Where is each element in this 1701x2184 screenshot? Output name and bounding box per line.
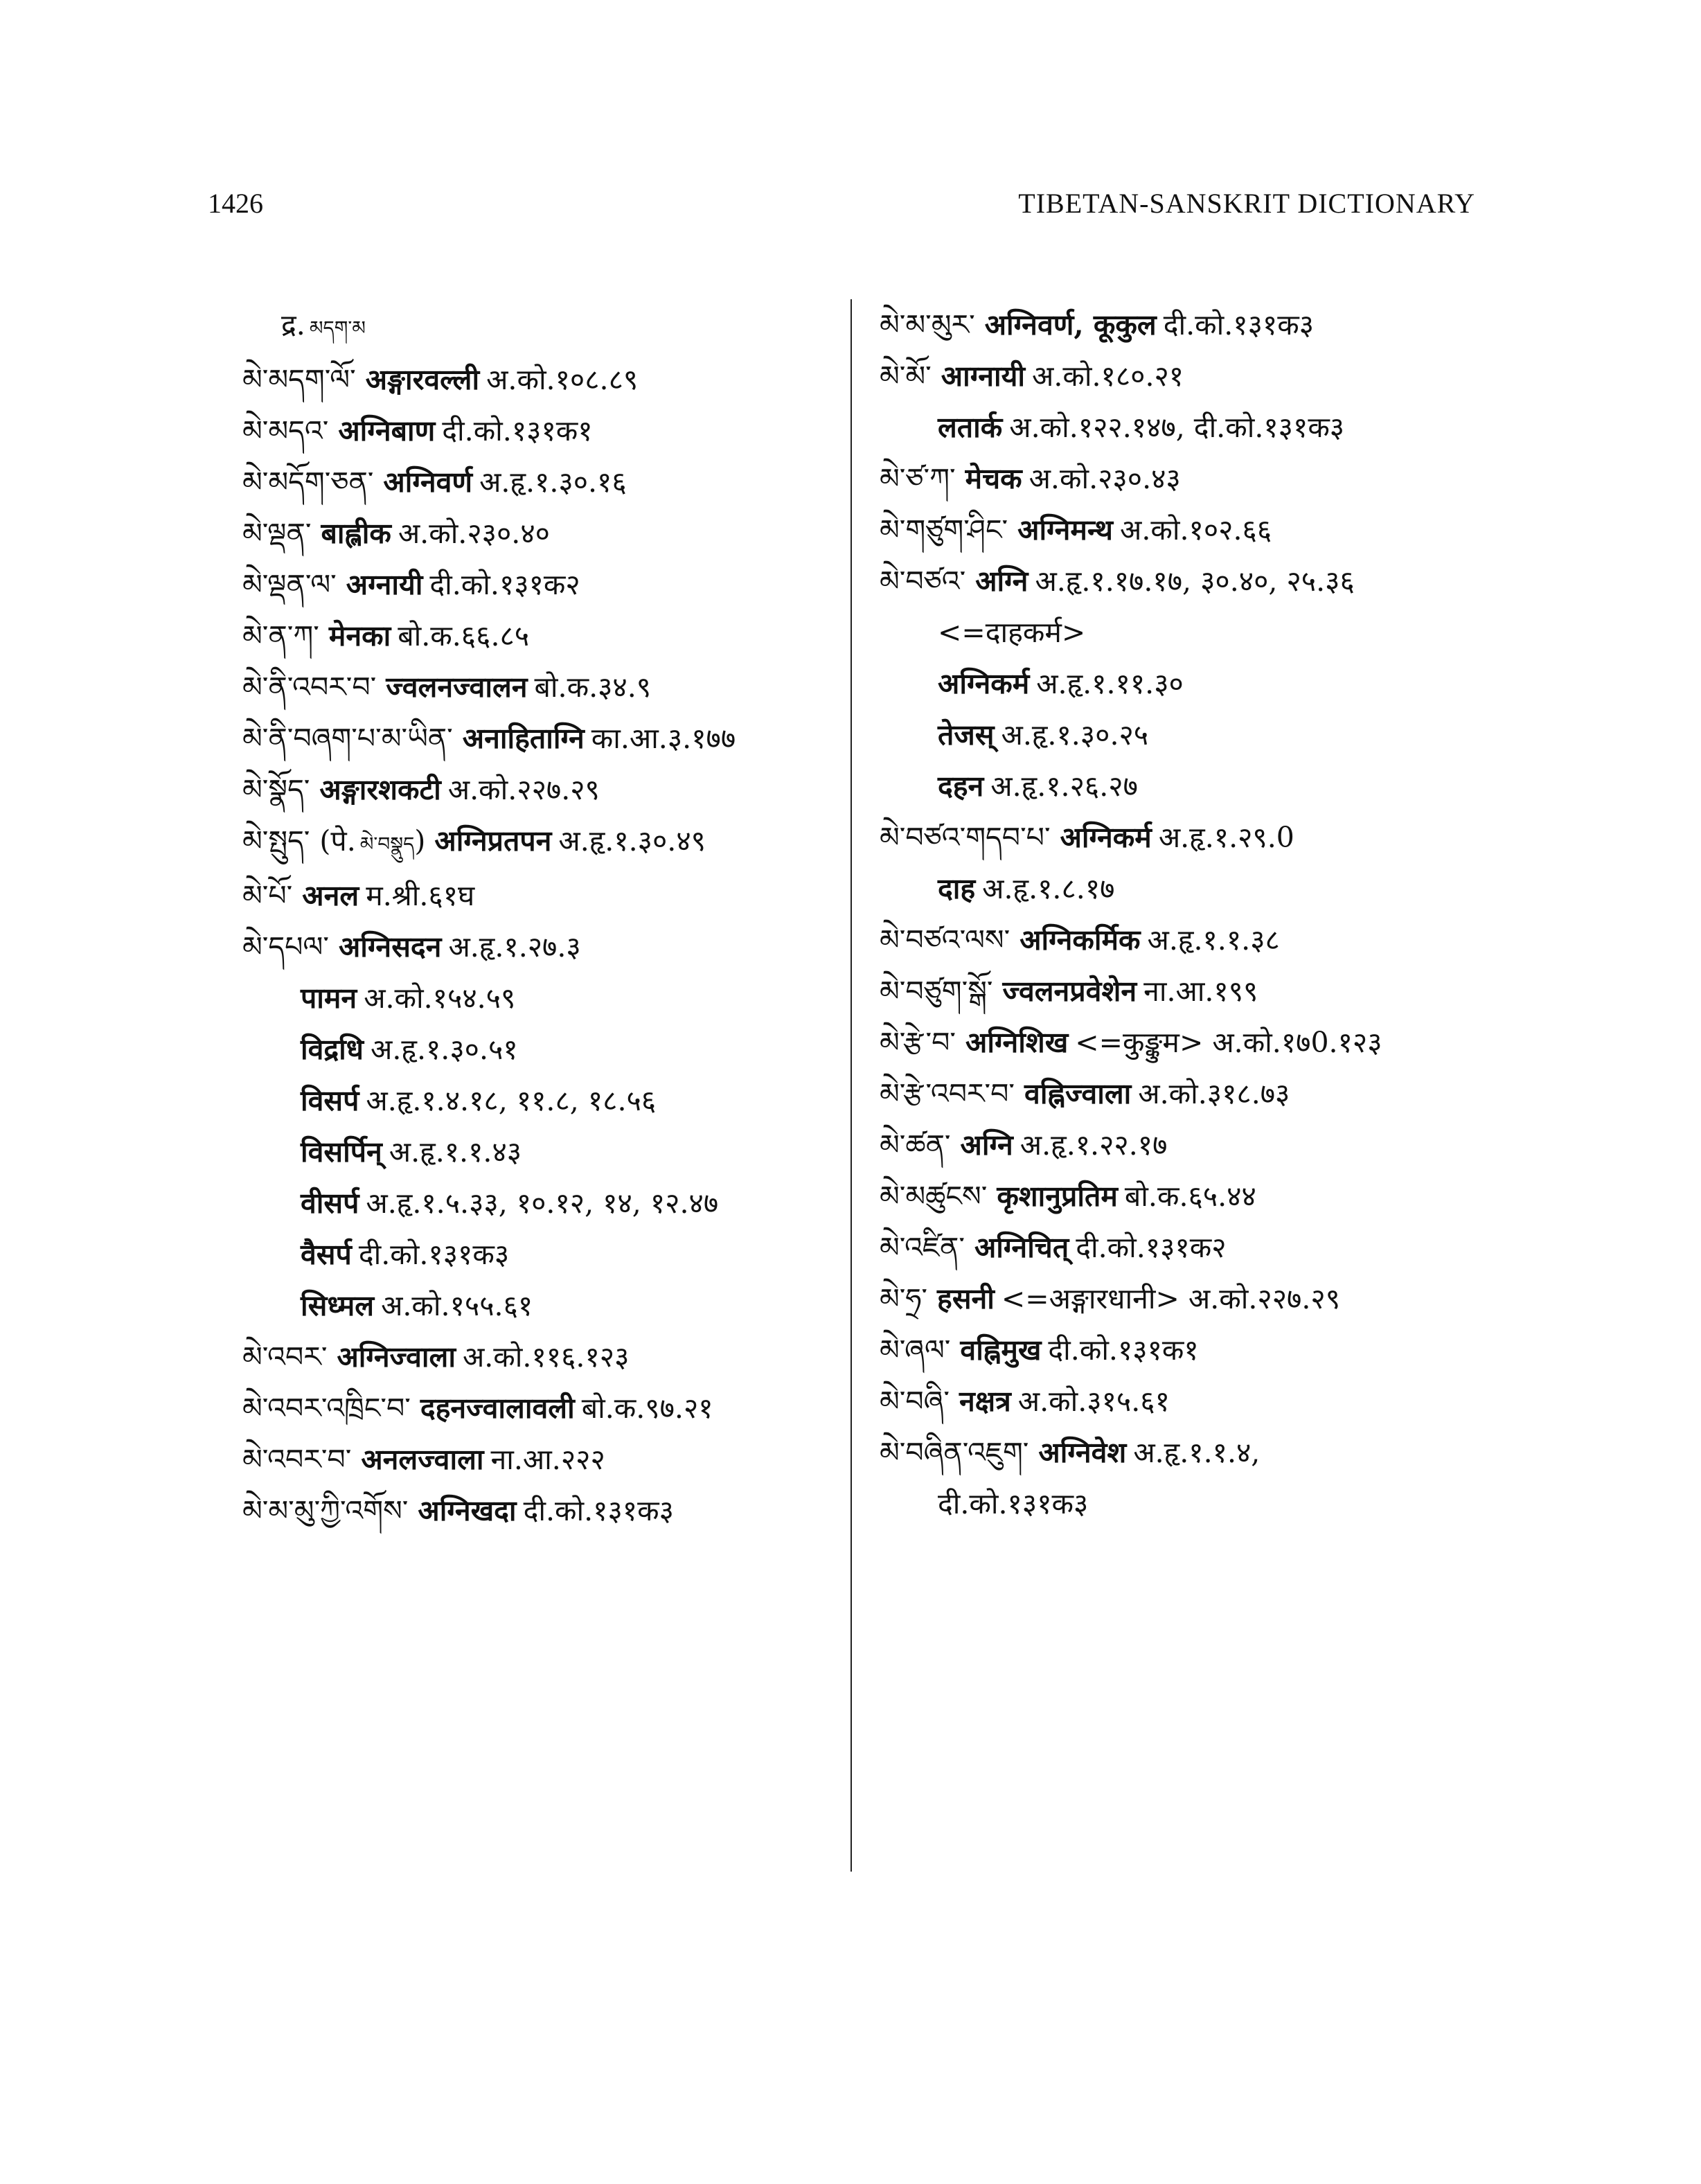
source-reference: दी.को.१३१क३	[358, 1238, 510, 1271]
tibetan-headword: མེ་པོ་	[242, 879, 293, 912]
source-reference: बो.क.६५.४४	[1124, 1180, 1256, 1213]
sanskrit-equivalent: अनलज्वाला	[361, 1443, 484, 1476]
sub-entry	[242, 1024, 866, 1075]
dictionary-entry	[242, 1485, 866, 1536]
tibetan-headword: མེ་མདག་ལོ་	[242, 363, 356, 396]
source-reference: बो.क.३४.९	[534, 671, 652, 704]
tibetan-headword: མེ་མདོག་ཅན་	[242, 465, 374, 499]
source-reference: बो.क.६६.८५	[398, 619, 530, 652]
sanskrit-equivalent: अग्निज्वाला	[337, 1340, 456, 1374]
sanskrit-equivalent: अग्निकर्म	[1060, 821, 1152, 854]
dictionary-entry	[242, 1383, 866, 1434]
sanskrit-equivalent: हसनी	[937, 1282, 995, 1315]
source-reference: अ.को.१०८.८९	[486, 363, 639, 396]
dictionary-entry	[880, 1324, 1503, 1376]
source-reference: ना.आ.२२२	[490, 1443, 605, 1476]
sanskrit-equivalent: अग्निमन्थ	[1017, 513, 1114, 547]
source-reference: <=अङ्गारधानी> अ.को.२२७.२९	[1001, 1282, 1341, 1315]
sanskrit-equivalent: अग्निकर्मिक	[1019, 923, 1141, 957]
tibetan-headword: མེ་ཞལ་	[880, 1333, 951, 1367]
source-reference: अ.को.३१८.७३	[1138, 1077, 1290, 1110]
sanskrit-equivalent: सिध्मल	[301, 1289, 375, 1322]
sub-entry	[242, 1126, 866, 1178]
dictionary-entry	[880, 299, 1503, 350]
source-reference: अ.हृ.१.२७.३	[448, 930, 581, 964]
cross-reference-note	[242, 299, 866, 354]
source-reference: ना.आ.१९९	[1143, 975, 1258, 1008]
dictionary-entry	[242, 559, 866, 610]
sanskrit-equivalent: अङ्गारशकटी	[319, 773, 441, 806]
source-reference: अ.हृ.१.११.३०	[1036, 667, 1184, 700]
source-reference: दी.को.१३१क१	[1048, 1333, 1199, 1367]
source-reference: अ.को.१५४.५९	[364, 982, 516, 1015]
note-tibetan: མདག་མ	[309, 317, 366, 339]
source-reference: बो.क.९७.२१	[581, 1392, 713, 1425]
sanskrit-equivalent: आग्नायी	[941, 359, 1025, 393]
dictionary-entry	[242, 662, 866, 713]
source-reference: दी.को.१३१क१	[442, 414, 593, 447]
tibetan-headword: མེ་ལྡན་	[242, 517, 312, 550]
source-reference: अ.हृ.१.३०.१६	[479, 465, 627, 499]
reference-continuation	[880, 1478, 1503, 1529]
source-reference: अ.को.२३०.४३	[1028, 462, 1181, 495]
sanskrit-equivalent: ज्वलनप्रवेशेन	[1002, 975, 1137, 1008]
sub-entry	[242, 973, 866, 1024]
sanskrit-equivalent: दहनज्वालावली	[420, 1392, 575, 1425]
tibetan-headword: མེ་བཙའ་གདབ་པ་	[880, 821, 1051, 854]
tibetan-headword: མེ་ན་ཀ་	[242, 619, 319, 652]
source-reference: का.आ.३.१७७	[591, 722, 736, 755]
source-reference: अ.हृ.१.५.३३, १०.१२, १४, १२.४७	[366, 1187, 719, 1220]
dictionary-entry	[242, 1331, 866, 1383]
sanskrit-equivalent: अग्निबाण	[338, 414, 436, 447]
tibetan-headword: མེ་འབར་	[242, 1340, 328, 1374]
sanskrit-equivalent: वीसर्प	[301, 1187, 359, 1220]
source-reference: दी.को.१३१क३	[523, 1494, 674, 1527]
source-reference: दी.को.१३१क३	[1163, 308, 1315, 341]
sanskrit-equivalent: लतार्क	[938, 411, 1003, 444]
tibetan-headword: མེ་རྩེ་བ་	[880, 1026, 956, 1059]
sub-entry	[242, 1229, 866, 1280]
variant-close: )	[414, 824, 426, 858]
dictionary-entry	[880, 1119, 1503, 1171]
tibetan-headword: མེ་མ་མུར་	[880, 308, 975, 341]
sub-entry	[242, 1178, 866, 1229]
sanskrit-equivalent: अङ्गारवल्ली	[365, 363, 480, 396]
sanskrit-equivalent: अग्निकर्म	[938, 667, 1030, 700]
sanskrit-equivalent: मेनका	[328, 619, 391, 652]
sub-entry	[880, 863, 1503, 914]
dictionary-entry	[242, 405, 866, 456]
tibetan-headword: མེ་མ་མུ་ཀྱི་འགོས་	[242, 1494, 409, 1527]
sanskrit-equivalent: पामन	[301, 982, 357, 1015]
tibetan-headword: མེ་བཞི་	[880, 1385, 950, 1418]
sanskrit-equivalent: मेचक	[965, 462, 1022, 495]
dictionary-entry	[880, 1222, 1503, 1273]
sanskrit-equivalent: दहन	[938, 770, 984, 803]
source-reference: म.श्री.६१घ	[366, 879, 475, 912]
variant-prefix: (पे.	[319, 824, 356, 858]
dictionary-entry	[242, 1434, 866, 1485]
tibetan-headword: མེ་ཚན་	[880, 1128, 951, 1162]
sub-entry-note	[880, 607, 1503, 658]
sanskrit-equivalent: विद्रधि	[301, 1033, 364, 1066]
source-reference: अ.को.११६.१२३	[462, 1340, 630, 1374]
right-column	[880, 299, 1503, 1529]
sanskrit-equivalent: अग्निवर्ण	[383, 465, 473, 499]
page-header	[208, 187, 1475, 229]
tibetan-headword: མེ་མོ་	[880, 359, 932, 393]
source-reference: <=कुङ्कुम> अ.को.१७0.१२३	[1075, 1026, 1382, 1059]
dictionary-entry	[242, 921, 866, 973]
tibetan-headword: མེ་བཞིན་འཇུག་	[880, 1436, 1029, 1469]
dictionary-entry	[880, 1017, 1503, 1068]
dictionary-entry	[242, 713, 866, 764]
dictionary-entry	[242, 815, 866, 870]
dictionary-entry	[242, 456, 866, 508]
sanskrit-equivalent: अग्नि	[960, 1128, 1013, 1162]
sanskrit-equivalent: दाह	[938, 872, 976, 905]
source-reference: अ.हृ.१.३०.४९	[558, 824, 706, 858]
source-reference: दी.को.१३१क३	[938, 1487, 1089, 1520]
sub-entry	[880, 402, 1503, 453]
sanskrit-equivalent: तेजस्	[938, 718, 995, 752]
sanskrit-equivalent: अग्निवेश	[1038, 1436, 1127, 1469]
tibetan-headword: མེ་བཙུག་སྒོ་	[880, 975, 993, 1008]
dictionary-entry	[242, 764, 866, 815]
left-column	[242, 299, 866, 1536]
source-reference: अ.को.१८०.२१	[1032, 359, 1184, 393]
sanskrit-equivalent: अग्निप्रतपन	[434, 824, 552, 858]
source-reference: अ.हृ.१.२९.0	[1158, 821, 1294, 854]
sanskrit-equivalent: अग्निवर्ण, कूकुल	[984, 308, 1157, 341]
dictionary-entry	[242, 508, 866, 559]
source-reference: अ.हृ.१.१.४,	[1133, 1436, 1261, 1469]
sanskrit-equivalent: अग्नायी	[346, 568, 423, 601]
source-reference: दी.को.१३१क२	[1076, 1231, 1227, 1264]
dictionary-entry	[880, 504, 1503, 556]
tibetan-headword: མེ་ཧྲ་	[880, 1282, 928, 1315]
sanskrit-equivalent: विसर्प	[301, 1084, 359, 1117]
tibetan-headword: མེ་ནི་འབར་བ་	[242, 671, 377, 704]
dictionary-entry	[880, 1171, 1503, 1222]
dictionary-entry	[242, 610, 866, 662]
sanskrit-equivalent: अग्निखदा	[418, 1494, 517, 1527]
source-reference: अ.हृ.१.१.३८	[1147, 923, 1280, 957]
source-reference: अ.हृ.१.२६.२७	[990, 770, 1138, 803]
dictionary-entry	[880, 1376, 1503, 1427]
dictionary-entry	[242, 870, 866, 921]
tibetan-headword: མེ་སྣོད་	[242, 773, 310, 806]
note-prefix: द्र.	[281, 308, 305, 341]
dictionary-entry	[880, 556, 1503, 607]
sub-entry	[242, 1075, 866, 1126]
tibetan-headword: མེ་འཛིན་	[880, 1231, 965, 1264]
dictionary-entry	[880, 453, 1503, 504]
tibetan-headword: མེ་འབར་བ་	[242, 1443, 352, 1476]
sub-entry	[880, 709, 1503, 761]
column-divider	[850, 299, 852, 1872]
source-reference: अ.हृ.१.८.१७	[982, 872, 1115, 905]
sanskrit-equivalent: कृशानुप्रतिम	[997, 1180, 1118, 1213]
running-title: TIBETAN-SANSKRIT DICTIONARY	[1018, 188, 1475, 219]
dictionary-entry	[880, 1273, 1503, 1324]
source-reference: अ.हृ.१.२२.१७	[1019, 1128, 1168, 1162]
dictionary-entry	[242, 354, 866, 405]
tibetan-headword: མེ་གཙུག་ཤིང་	[880, 513, 1008, 547]
tibetan-headword: མེ་དཔལ་	[242, 930, 329, 964]
tibetan-headword: མེ་བཙའ་ལས་	[880, 923, 1010, 957]
dictionary-entry	[880, 350, 1503, 402]
sanskrit-equivalent: वैसर्प	[301, 1238, 352, 1271]
dictionary-entry	[880, 812, 1503, 863]
dictionary-entry	[880, 1068, 1503, 1119]
page-number: 1426	[208, 188, 263, 219]
sanskrit-equivalent: अग्निशिख	[965, 1026, 1069, 1059]
sanskrit-equivalent: अग्निचित्	[974, 1231, 1069, 1264]
sanskrit-equivalent: वह्निमुख	[960, 1333, 1042, 1367]
dictionary-entry	[880, 914, 1503, 966]
tibetan-headword: མེ་མཚུངས་	[880, 1180, 988, 1213]
tibetan-headword: མེ་རྩེ་འབར་བ་	[880, 1077, 1015, 1110]
sanskrit-equivalent: बाह्लीक	[321, 517, 391, 550]
sub-entry	[242, 1280, 866, 1331]
source-reference: अ.को.३१५.६१	[1017, 1385, 1170, 1418]
sanskrit-equivalent: वह्निज्वाला	[1024, 1077, 1132, 1110]
tibetan-headword: མེ་བཙའ་	[880, 565, 966, 598]
sanskrit-equivalent: विसर्पिन्	[301, 1135, 382, 1169]
sanskrit-equivalent: अनाहिताग्नि	[462, 722, 585, 755]
tibetan-headword: མེ་སྤུད་	[242, 824, 310, 858]
source-reference: अ.हृ.१.४.१८, ११.८, १८.५६	[366, 1084, 657, 1117]
sanskrit-equivalent: अग्नि	[975, 565, 1028, 598]
source-reference: अ.को.१२२.१४७, दी.को.१३१क३	[1009, 411, 1345, 444]
tibetan-headword: མེ་ནི་བཞག་པ་མ་ཡིན་	[242, 722, 453, 755]
sanskrit-equivalent: अनल	[302, 879, 359, 912]
source-reference: अ.हृ.१.३०.२५	[1001, 718, 1149, 752]
sub-entry	[880, 658, 1503, 709]
tibetan-headword: མེ་ལྡན་ལ་	[242, 568, 337, 601]
source-reference: अ.हृ.१.१.४३	[389, 1135, 522, 1169]
sub-entry	[880, 761, 1503, 812]
source-reference: अ.को.१०२.६६	[1120, 513, 1272, 547]
tibetan-headword: མེ་མདའ་	[242, 414, 329, 447]
source-reference: अ.हृ.१.३०.५१	[371, 1033, 518, 1066]
source-reference: अ.हृ.१.१७.१७, ३०.४०, २५.३६	[1035, 565, 1355, 598]
source-reference: दी.को.१३१क२	[429, 568, 580, 601]
sanskrit-equivalent: अग्निसदन	[338, 930, 442, 964]
variant-tibetan: མེ་བསྣུད	[359, 833, 415, 855]
source-reference: अ.को.२३०.४०	[398, 517, 550, 550]
sanskrit-equivalent: ज्वलनज्वालन	[386, 671, 528, 704]
gloss-note: <=दाहकर्म>	[938, 616, 1086, 649]
tibetan-headword: མེ་ཙ་ཀ་	[880, 462, 956, 495]
source-reference: अ.को.१५५.६१	[381, 1289, 533, 1322]
tibetan-headword: མེ་འབར་འཁྲིང་བ་	[242, 1392, 411, 1425]
sanskrit-equivalent: नक्षत्र	[959, 1385, 1011, 1418]
dictionary-entry	[880, 966, 1503, 1017]
source-reference: अ.को.२२७.२९	[447, 773, 600, 806]
dictionary-entry	[880, 1427, 1503, 1478]
